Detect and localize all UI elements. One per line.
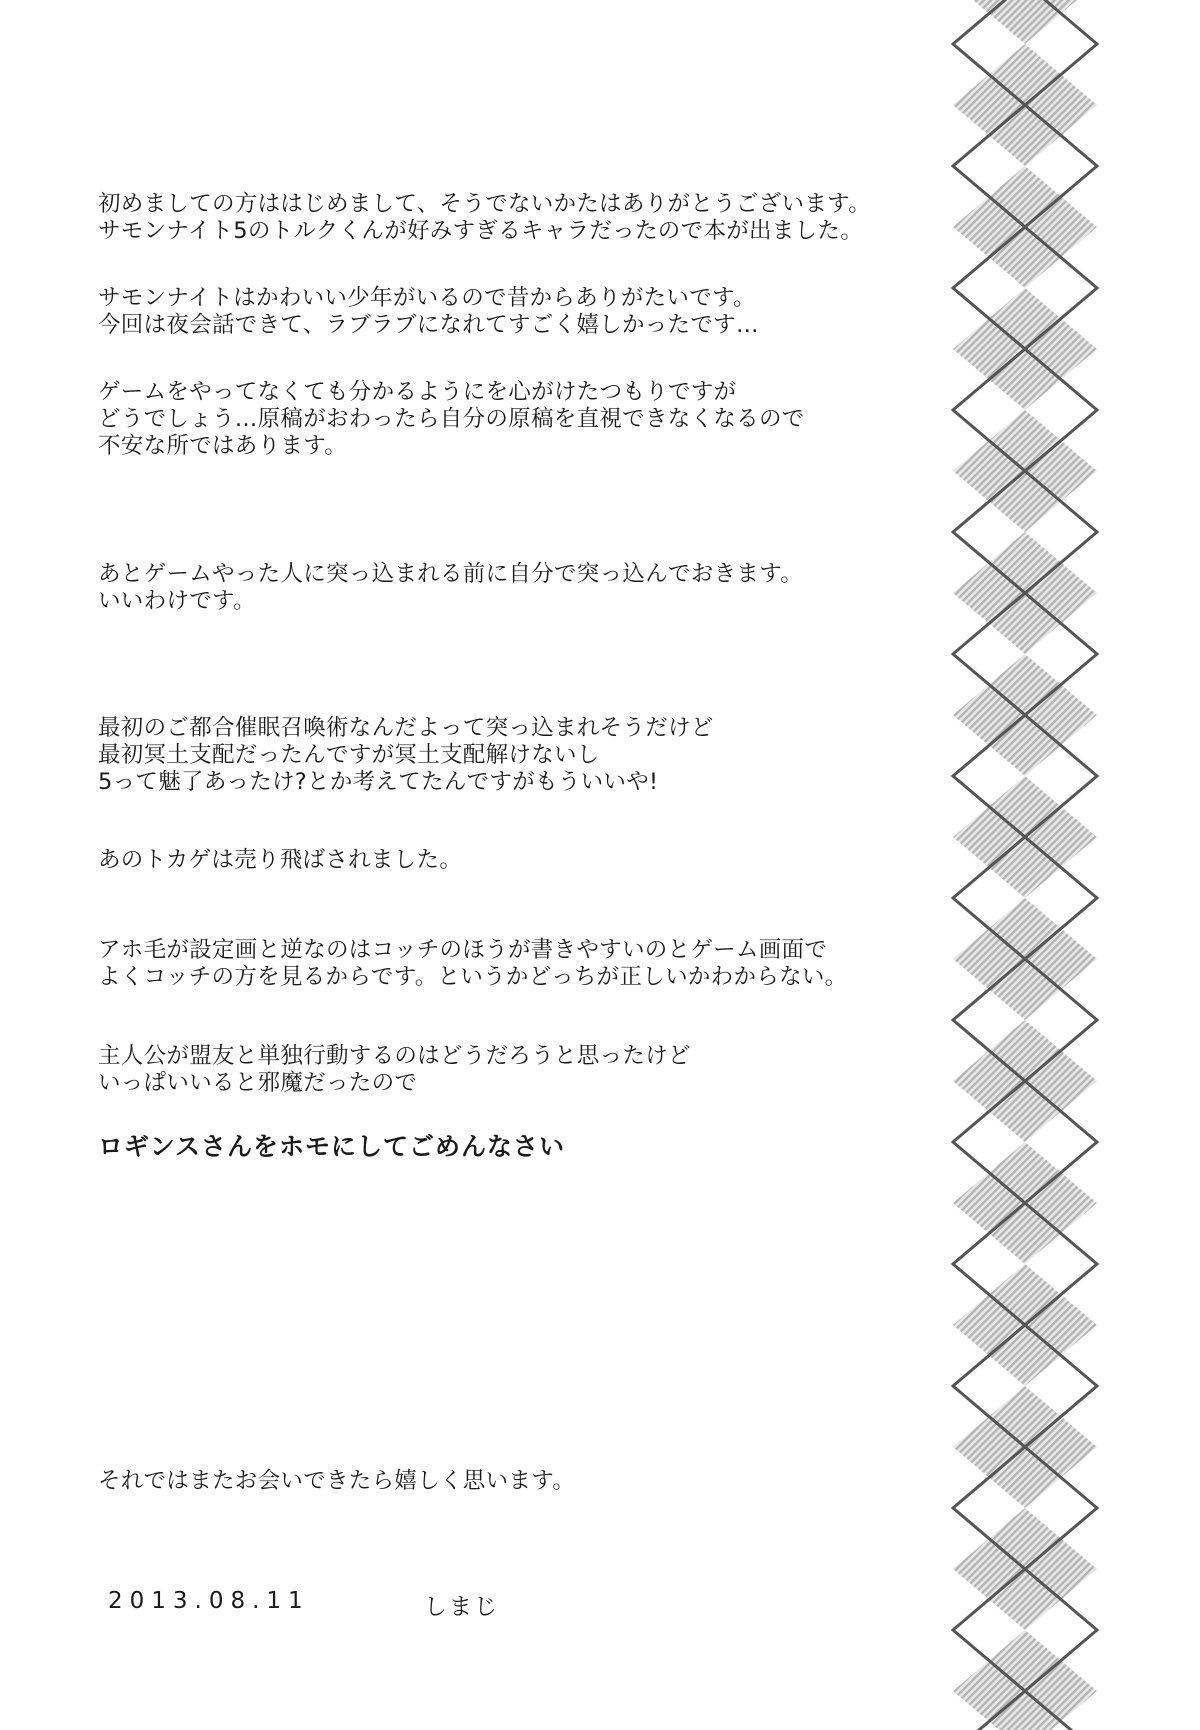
signature-date: 2013.08.11 — [108, 1588, 310, 1614]
paragraph-apology — [98, 1133, 938, 1160]
paragraph-excuse — [98, 561, 938, 615]
text-line: 初めましての方ははじめまして、そうでないかたはありがとうございます。 — [98, 191, 871, 217]
text-line: 不安な所ではあります。 — [98, 433, 348, 459]
paragraph-ahoge — [98, 937, 938, 991]
signature-name: しまじ — [424, 1594, 499, 1620]
paragraph-hypnosis — [98, 715, 938, 796]
paragraph-summon-night — [98, 285, 938, 339]
text-line: アホ毛が設定画と逆なのはコッチのほうが書きやすいのとゲーム画面で — [98, 937, 828, 963]
paragraph-protagonist — [98, 1043, 938, 1097]
paragraph-game — [98, 379, 938, 460]
text-line: ゲームをやってなくても分かるようにを心がけたつもりですが — [98, 379, 737, 405]
text-line: あのトカゲは売り飛ばされました。 — [98, 847, 463, 873]
text-line: 今回は夜会話できて、ラブラブになれてすごく嬉しかったです… — [98, 312, 759, 338]
text-line: ロギンスさんをホモにしてごめんなさい — [98, 1132, 566, 1161]
text-line: 5って魅了あったけ?とか考えてたんですがもういいや! — [98, 769, 659, 795]
text-line: それではまたお会いできたら嬉しく思います。 — [98, 1468, 576, 1494]
text-line: 最初のご都合催眠召喚術なんだよって突っ込まれそうだけど — [98, 715, 714, 741]
text-line: いいわけです。 — [98, 588, 256, 614]
argyle-diamond-icon — [940, 0, 1110, 1730]
paragraph-lizard — [98, 847, 938, 874]
hatched-diamond — [953, 1630, 1097, 1730]
text-line: あとゲームやった人に突っ込まれる前に自分で突っ込んでおきます。 — [98, 561, 804, 587]
text-line: 主人公が盟友と単独行動するのはどうだろうと思ったけど — [98, 1043, 691, 1069]
text-line: サモンナイトはかわいい少年がいるので昔からありがたいです。 — [98, 285, 756, 311]
text-line: どうでしょう…原稿がおわったら自分の原稿を直視できなくなるので — [98, 406, 805, 432]
text-line: いっぱいいると邪魔だったので — [98, 1070, 418, 1096]
hatched-diamond — [953, 0, 1097, 44]
paragraph-greeting — [98, 191, 938, 245]
text-line: よくコッチの方を見るからです。というかどっちが正しいかわからない。 — [98, 964, 848, 990]
text-line: 最初冥土支配だったんですが冥土支配解けないし — [98, 742, 600, 768]
text-line: サモンナイト5のトルクくんが好みすぎるキャラだったので本が出ました。 — [98, 218, 863, 244]
paragraph-closing — [98, 1468, 938, 1495]
